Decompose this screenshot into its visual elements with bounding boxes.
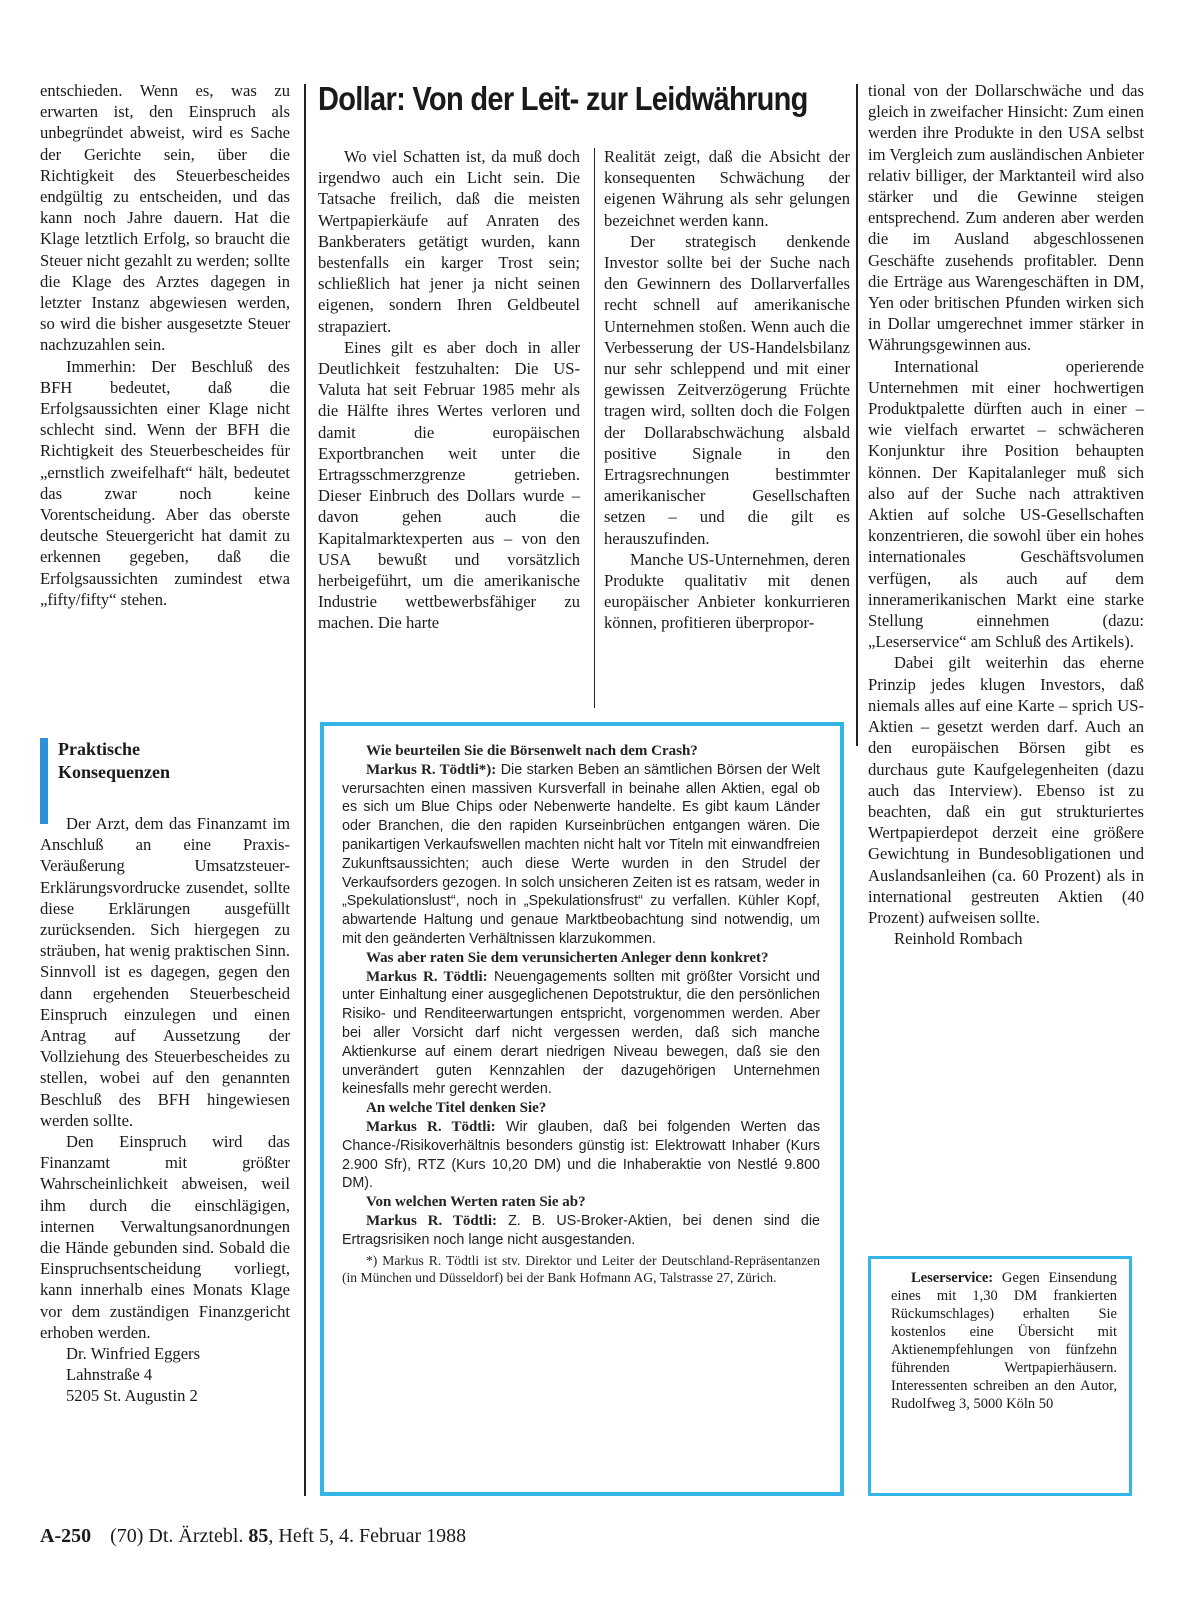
footnote: *) Markus R. Tödtli ist stv. Direktor und Leiter der Deutschland-Repräsentanzen (in München und Düsseldorf) bei der Bank Hofmann AG, Talstrasse 27, Zürich. bbox=[342, 1252, 820, 1285]
author-name: Dr. Winfried Eggers bbox=[66, 1344, 201, 1364]
speaker-name: Markus R. Tödtli*): bbox=[366, 761, 497, 778]
column-divider bbox=[304, 84, 306, 1496]
paragraph: Der Arzt, dem das Finanzamt im Anschluß an eine Praxis-Veräußerung Umsatzsteuer-Erklärungsvordrucke zusendet, sollte diese Erklärungen ausgefüllt zurücksenden. Sich hiergegen zu sträuben, hat wenig praktischen Sinn. Sinnvoll ist es dagegen, gegen den dann ergehenden Steuerbescheid Einspruch einzulegen und einen Antrag auf Aussetzung der Vollziehung des Steuerbescheides zu stellen, wobei auf den genannten Beschluß des BFH hingewiesen werden sollte. bbox=[40, 814, 290, 1130]
paragraph: Den Einspruch wird das Finanzamt mit größter Wahrscheinlichkeit abweisen, weil ihm durch die einschlägigen, internen Verwaltungsanordnungen die Hände gebunden sind. Sobald die Einspruchsentscheidung vorliegt, kann innerhalb eines Monats Klage vor dem zuständigen Finanzgericht erhoben werden. bbox=[40, 1132, 290, 1342]
section-marker-bar bbox=[40, 738, 48, 824]
leserservice-box bbox=[868, 1256, 1132, 1496]
paragraph: Immerhin: Der Beschluß des BFH bedeutet, daß die Erfolgsaussichten einer Klage nicht schlecht sind. Wenn der BFH die Richtigkeit des Steuerbescheides für „ernstlich zweifelhaft“ hält, bedeutet das zwar noch keine Vorentscheidung. Aber das oberste deutsche Steuergericht hat damit zu erkennen gegeben, daß die Erfolgsaussichten zumindest etwa „fifty/fifty“ stehen. bbox=[40, 356, 290, 609]
answer-text: Z. B. US-Broker-Aktien, bei denen sind die Ertragsrisiken noch lange nicht ausgestanden. bbox=[342, 1212, 820, 1248]
author-city: 5205 St. Augustin 2 bbox=[66, 1386, 198, 1406]
page-footer bbox=[40, 1525, 466, 1548]
volume-number: 85 bbox=[248, 1525, 269, 1547]
paragraph: Der strategisch denkende Investor sollte bei der Suche nach den Gewinnern des Dollarverfalles recht schnell auf amerikanische Unternehmen stoßen. Wenn auch die Verbesserung der US-Handelsbilanz nur sehr schleppend und mit einer gewissen Zeitverzögerung Früchte tragen wird, sollten doch die Folgen der Dollarabschwächung alsbald positive Signale in den Ertragsrechnungen bestimmter amerikanischer Gesellschaften setzen – und die gilt es herauszufinden. bbox=[604, 231, 850, 548]
paragraph: Manche US-Unternehmen, deren Produkte qualitativ mit denen europäischer Anbieter konkurrieren können, profitieren überpropor- bbox=[604, 549, 850, 633]
interview-answer bbox=[342, 1212, 820, 1250]
answer-text: Die starken Beben an sämtlichen Börsen der Welt verursachten einen massiven Kursverfall in beinahe allen Aktien, egal ob es sich um Blue Chips oder Nebenwerte handelte. Es gibt kaum Länder oder Branchen, die den rapiden Kurseinbrüchen entgangen wären. Die panikartigen Verkaufswellen machten nicht halt vor Titeln mit einwandfreien Zukunftsaussichten; auch diese Werte wurden in den Strudel der Verkaufsorders gezogen. In solch unsicheren Zeiten ist es ratsam, weder in „Spekulationslust“, noch in „Spekulationsfrust“ zu verfallen. Kühler Kopf, abwartende Haltung und genaue Marktbeobachtung sind notwendig, um mit den geänderten Verhältnissen klarzukommen. bbox=[342, 761, 820, 947]
left-column-top bbox=[40, 80, 290, 610]
paragraph: Realität zeigt, daß die Absicht der konsequenten Schwächung der eigenen Währung als sehr gelungen bezeichnet werden kann. bbox=[604, 147, 850, 230]
speaker-name: Markus R. Tödtli: bbox=[366, 968, 488, 985]
article-author: Reinhold Rombach bbox=[894, 929, 1023, 949]
article-column-c bbox=[868, 80, 1144, 949]
paragraph: Wo viel Schatten ist, da muß doch irgendwo auch ein Licht sein. Die Tatsache freilich, daß die meisten Wertpapierkäufe auf Anraten des Bankberaters getätigt wurden, kann bestenfalls ein karger Trost sein; schließlich hat jener ja nicht seinen eigenen, sondern Ihren Geldbeutel strapaziert. bbox=[318, 147, 580, 336]
answer-text: Neuengagements sollten mit größter Vorsicht und unter Einhaltung einer ausgeglichenen Depotstruktur, die den persönlichen Risiko- und Renditeerwartungen entspricht, vorgenommen werden. Aber bei aller Vorsicht darf nicht vergessen werden, daß sich manche Aktienkurse auf einem derart niedrigen Niveau bewegen, daß sie den unverändert guten Kennzahlen der dazugehörigen Unternehmen keinesfalls mehr gerecht werden. bbox=[342, 968, 821, 1098]
paragraph: entschieden. Wenn es, was zu erwarten ist, den Einspruch als unbegründet abweist, wird es Sache der Gerichte sein, über die Richtigkeit des Steuerbescheides endgültig zu entscheiden, und das kann noch Jahre dauern. Hat die Klage letztlich Erfolg, so braucht die Steuer nicht gezahlt zu werden; sollte die Klage des Arztes dagegen in letzter Instanz abgewiesen werden, so wird die bisher ausgesetzte Steuer nachzuzahlen sein. bbox=[40, 81, 290, 355]
paragraph: tional von der Dollarschwäche und das gleich in zweifacher Hinsicht: Zum einen werden ihre Produkte in den USA selbst im Vergleich zum ausländischen Anbieter relativ billiger, der Marktanteil wird also stärker und die Gewinne steigen entsprechend. Zum anderen aber werden die im Ausland abgeschlossenen Geschäfte zusehends profitabler. Denn die Erträge aus Warengeschäften in DM, Yen oder britischen Pfunden wirken sich in Dollar umgerechnet immer stärker in Währungsgewinnen aus. bbox=[868, 81, 1144, 355]
left-column-bottom bbox=[40, 813, 290, 1407]
page-number: A-250 bbox=[40, 1525, 92, 1547]
speaker-name: Markus R. Tödtli: bbox=[366, 1212, 497, 1229]
leserservice-label: Leserservice: bbox=[911, 1270, 994, 1286]
paragraph: International operierende Unternehmen mit einer hochwertigen Produktpalette dürften auch in einer – wie vielfach erwartet – schwächeren Konjunktur ihre Position behaupten können. Der Kapitalanleger muß sich also auf der Suche nach attraktiven Aktien auf solche US-Gesellschaften konzentrieren, die sowohl über ein hohes internationales Geschäftsvolumen verfügen, als auch auf dem inneramerikanischen Markt eine starke Stellung einnehmen (dazu: „Leserservice“ am Schluß des Artikels). bbox=[868, 356, 1144, 652]
column-divider bbox=[594, 148, 595, 708]
article-headline: Dollar: Von der Leit- zur Leidwährung bbox=[318, 80, 808, 117]
interview-question: An welche Titel denken Sie? bbox=[366, 1100, 547, 1117]
speaker-name: Markus R. Tödtli: bbox=[366, 1118, 496, 1135]
article-column-a bbox=[318, 146, 580, 634]
leserservice-content bbox=[891, 1269, 1117, 1413]
leserservice-text bbox=[891, 1269, 1117, 1413]
author-street: Lahnstraße 4 bbox=[66, 1365, 153, 1385]
issue-info: , Heft 5, 4. Februar 1988 bbox=[268, 1525, 467, 1547]
column-divider bbox=[856, 84, 858, 746]
interview-question: Was aber raten Sie dem verunsicherten Anleger denn konkret? bbox=[366, 949, 769, 966]
interview-question: Von welchen Werten raten Sie ab? bbox=[366, 1194, 586, 1211]
interview-answer bbox=[342, 761, 820, 949]
section-heading: Praktische Konsequenzen bbox=[58, 739, 171, 782]
leserservice-body: Gegen Einsendung eines mit 1,30 DM frankierten Rückumschlages) erhalten Sie kostenlos eine Übersicht mit Aktienempfehlungen von fünfzehn führenden Wertpapierhäusern. Interessenten schreiben an den Autor, Rudolfweg 3, 5000 Köln 50 bbox=[891, 1270, 1117, 1412]
paragraph: Eines gilt es aber doch in aller Deutlichkeit festzuhalten: Die US-Valuta hat seit Februar 1985 mehr als die Hälfte ihres Wertes verloren und damit die europäischen Exportbranchen weit unter die Ertragsschmerzgrenze getrieben. Dieser Einbruch des Dollars wurde – davon gehen auch die Kapitalmarktexperten aus – von den USA bewußt und vorsätzlich herbeigeführt, um die amerikanische Industrie wettbewerbsfähiger zu machen. Die harte bbox=[318, 337, 580, 633]
paragraph: Dabei gilt weiterhin das eherne Prinzip jedes klugen Investors, daß niemals alles auf eine Karte – sprich US-Aktien – gesetzt werden darf. Auch an den europäischen Börsen gibt es durchaus gute Kaufgelegenheiten (dazu auch das Interview). Ebenso ist zu beachten, daß ein gut strukturiertes Wertpapierdepot derzeit eine größere Gewichtung in Bundesobligationen und Auslandsanleihen (ca. 60 Prozent) als in international gestreuten Aktien (40 Prozent) aufweisen sollte. bbox=[868, 653, 1144, 927]
interview-answer bbox=[342, 1118, 820, 1193]
interview-content bbox=[342, 742, 820, 1286]
journal-name: (70) Dt. Ärztebl. bbox=[110, 1525, 244, 1547]
interview-box bbox=[320, 722, 844, 1496]
answer-text: Wir glauben, daß bei folgenden Werten das Chance-/Risikoverhältnis besonders günstig ist: Elektrowatt Inhaber (Kurs 2.900 Sfr), RTZ (Kurs 10,20 DM) und die Inhaberaktie von Nestlé 9.800 DM). bbox=[342, 1118, 820, 1192]
interview-answer bbox=[342, 968, 820, 1100]
article-column-b bbox=[604, 146, 850, 634]
interview-question: Wie beurteilen Sie die Börsenwelt nach dem Crash? bbox=[366, 743, 698, 759]
